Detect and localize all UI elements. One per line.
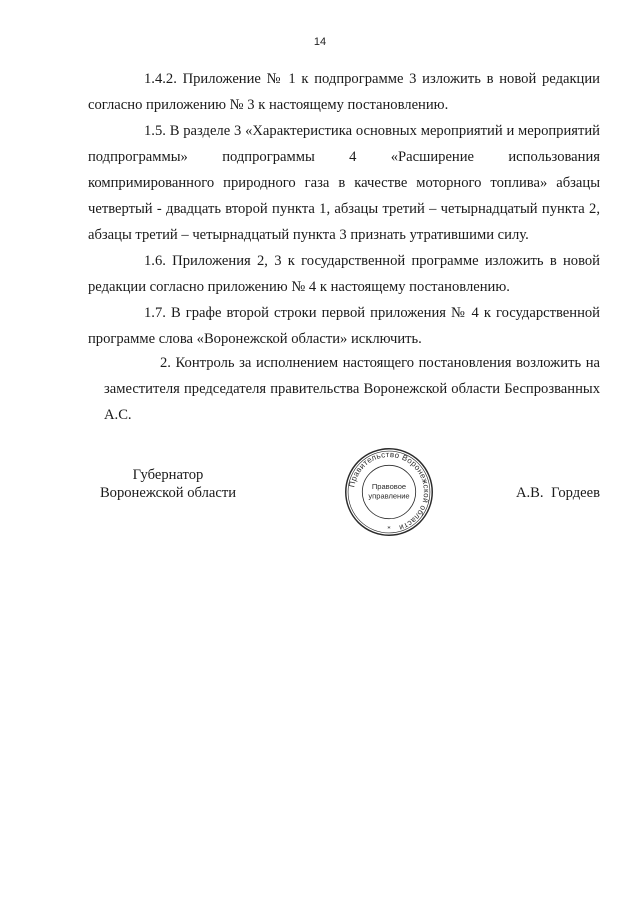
paragraph-text: 2. Контроль за исполнением настоящего постановления возложить на заместителя председателя правительства Воронежской области Беспрозванных А.С. bbox=[104, 355, 600, 423]
official-stamp bbox=[343, 446, 435, 538]
paragraph-1-4-2 bbox=[88, 66, 600, 118]
paragraph-text: 1.7. В графе второй строки первой приложения № 4 к государственной программе слова «Воронежской области» исключить. bbox=[88, 305, 600, 347]
paragraph-text: 1.4.2. Приложение № 1 к подпрограмме 3 изложить в новой редакции согласно приложению № 3 к настоящему постановлению. bbox=[88, 71, 600, 113]
signature-name: А.В. Гордеев bbox=[515, 485, 600, 501]
paragraph-1-7 bbox=[88, 300, 600, 352]
paragraph-text: 1.6. Приложения 2, 3 к государственной программе изложить в новой редакции согласно приложению № 4 к настоящему постановлению. bbox=[88, 253, 600, 295]
signature-title-line2: Воронежской области bbox=[99, 485, 237, 501]
signature-title-line1: Губернатор bbox=[132, 467, 204, 483]
stamp-outer-text: Правительство Воронежской области bbox=[347, 449, 431, 533]
paragraph-text: 1.5. В разделе 3 «Характеристика основных мероприятий и мероприятий подпрограммы» подпрограммы 4 «Расширение использования компримированного природного газа в качестве моторного топлива» абзацы четвертый - двадцать второй пункта 1, абзацы третий – четырнадцатый пункта 2, абзацы третий – четырнадцатый пункта 3 признать утратившими силу. bbox=[88, 123, 600, 243]
paragraph-2 bbox=[104, 350, 600, 428]
stamp-star: * bbox=[387, 524, 391, 533]
paragraph-1-5 bbox=[88, 118, 600, 248]
paragraph-1-6 bbox=[88, 248, 600, 300]
signature-title bbox=[88, 466, 248, 502]
page-number: 14 bbox=[313, 36, 327, 48]
stamp-inner-line2: управление bbox=[368, 491, 410, 501]
stamp-inner-line1: Правовое bbox=[371, 482, 407, 492]
